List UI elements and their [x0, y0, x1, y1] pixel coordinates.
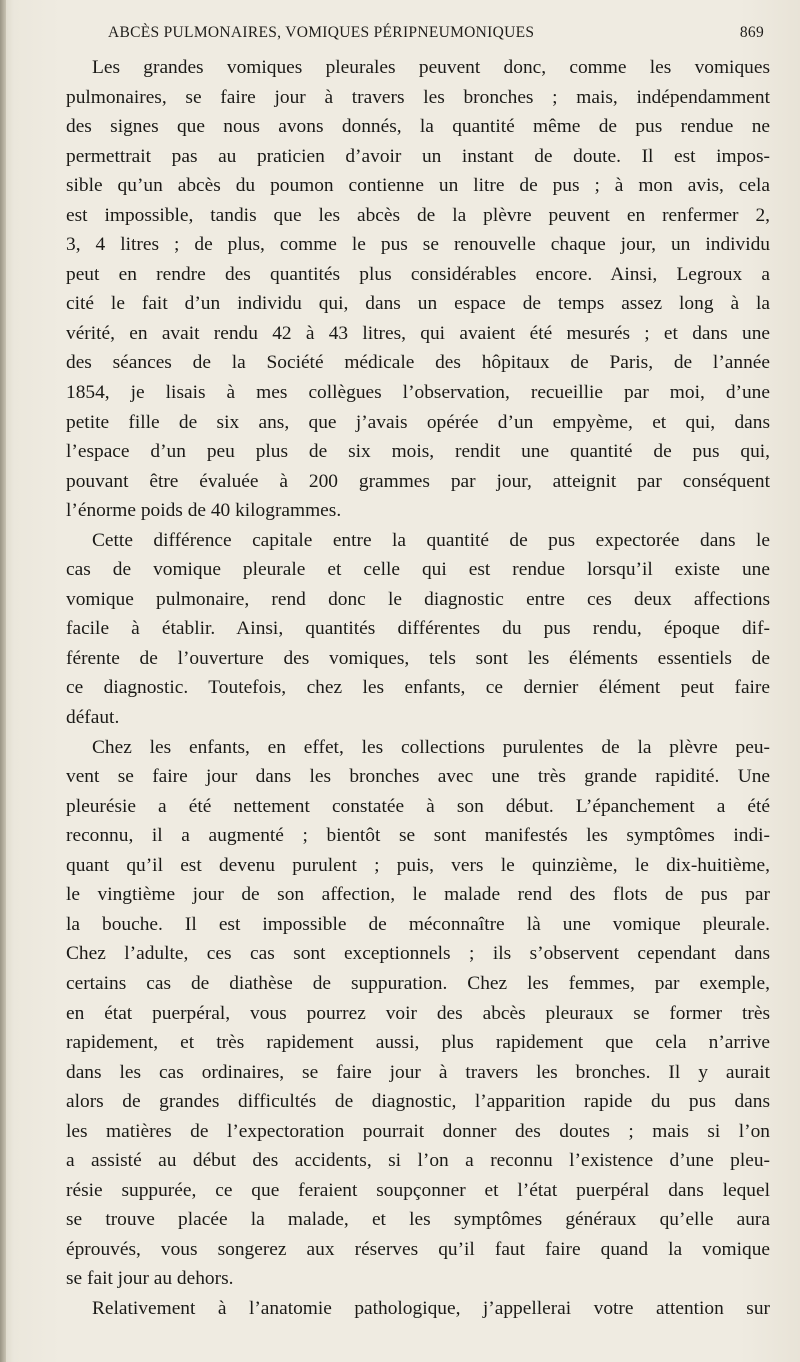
text-line: quant qu’il est devenu purulent ; puis, vers le quinzième, le dix-huitième,: [66, 854, 770, 876]
text-line: 1854, je lisais à mes collègues l’observation, recueillie par moi, d’une: [66, 382, 770, 404]
running-head: [108, 22, 764, 48]
text-line: Cette différence capitale entre la quantité de pus expectorée dans le: [92, 529, 770, 551]
page-number: 869: [739, 24, 764, 41]
text-line: vent se faire jour dans les bronches avec une très grande rapidité. Une: [66, 766, 770, 788]
text-line: résie suppurée, ce que feraient soupçonner et l’état puerpéral dans lequel: [66, 1179, 770, 1201]
text-line: alors de grandes difficultés de diagnostic, l’apparition rapide du pus dans: [66, 1091, 770, 1113]
text-line: la bouche. Il est impossible de méconnaître là une vomique pleurale.: [66, 913, 770, 935]
text-line: facile à établir. Ainsi, quantités différentes du pus rendu, époque dif-: [66, 618, 770, 640]
text-line: éprouvés, vous songerez aux réserves qu’il faut faire quand la vomique: [66, 1238, 770, 1260]
text-line: rapidement, et très rapidement aussi, plus rapidement que cela n’arrive: [66, 1032, 770, 1054]
text-line: cité le fait d’un individu qui, dans un espace de temps assez long à la: [66, 293, 770, 315]
text-line: certains cas de diathèse de suppuration. Chez les femmes, par exemple,: [66, 972, 770, 994]
text-line: se fait jour au dehors.: [66, 1268, 234, 1290]
text-line: petite fille de six ans, que j’avais opérée d’un empyème, et qui, dans: [66, 411, 770, 433]
text-line: Chez l’adulte, ces cas sont exceptionnels ; ils s’observent cependant dans: [66, 943, 770, 965]
text-line: férente de l’ouverture des vomiques, tels sont les éléments essentiels de: [66, 647, 770, 669]
text-line: Relativement à l’anatomie pathologique, j’appellerai votre attention sur: [92, 1297, 770, 1319]
text-line: cas de vomique pleurale et celle qui est rendue lorsqu’il existe une: [66, 559, 770, 581]
text-line: dans les cas ordinaires, se faire jour à travers les bronches. Il y aurait: [66, 1061, 770, 1083]
text-line: sible qu’un abcès du poumon contienne un litre de pus ; à mon avis, cela: [66, 175, 770, 197]
text-line: des signes que nous avons donnés, la quantité même de pus rendue ne: [66, 116, 770, 138]
text-line: Les grandes vomiques pleurales peuvent donc, comme les vomiques: [92, 57, 770, 78]
running-title: ABCÈS PULMONAIRES, VOMIQUES PÉRIPNEUMONIQUES: [108, 24, 535, 41]
text-line: se trouve placée la malade, et les symptômes généraux qu’elle aura: [66, 1209, 770, 1231]
text-line: en état puerpéral, vous pourrez voir des abcès pleuraux se former très: [66, 1002, 770, 1024]
text-line: des séances de la Société médicale des hôpitaux de Paris, de l’année: [66, 352, 770, 374]
page-gutter-shadow: [0, 0, 6, 1362]
text-line: l’énorme poids de 40 kilogrammes.: [66, 500, 342, 522]
text-line: Chez les enfants, en effet, les collections purulentes de la plèvre peu-: [92, 736, 770, 758]
text-line: pulmonaires, se faire jour à travers les bronches ; mais, indépendamment: [66, 86, 770, 108]
text-line: reconnu, il a augmenté ; bientôt se sont manifestés les symptômes indi-: [66, 825, 770, 847]
body-text: [66, 53, 770, 1324]
text-line: défaut.: [66, 707, 120, 729]
text-line: les matières de l’expectoration pourrait donner des doutes ; mais si l’on: [66, 1120, 770, 1142]
text-line: est impossible, tandis que les abcès de la plèvre peuvent en renfermer 2,: [66, 204, 770, 226]
text-line: 3, 4 litres ; de plus, comme le pus se renouvelle chaque jour, un individu: [66, 234, 770, 256]
text-line: vomique pulmonaire, rend donc le diagnostic entre ces deux affections: [66, 588, 770, 610]
text-line: ce diagnostic. Toutefois, chez les enfants, ce dernier élément peut faire: [66, 677, 770, 699]
text-line: peut en rendre des quantités plus considérables encore. Ainsi, Legroux a: [66, 263, 770, 285]
text-line: pouvant être évaluée à 200 grammes par jour, atteignit par conséquent: [66, 470, 770, 492]
text-line: le vingtième jour de son affection, le malade rend des flots de pus par: [66, 884, 770, 906]
text-line: l’espace d’un peu plus de six mois, rendit une quantité de pus qui,: [66, 441, 770, 463]
text-line: pleurésie a été nettement constatée à son début. L’épanchement a été: [66, 795, 770, 817]
text-line: a assisté au début des accidents, si l’on a reconnu l’existence d’une pleu-: [66, 1150, 770, 1172]
text-line: vérité, en avait rendu 42 à 43 litres, qui avaient été mesurés ; et dans une: [66, 322, 770, 344]
text-line: permettrait pas au praticien d’avoir un instant de doute. Il est impos-: [66, 145, 770, 167]
